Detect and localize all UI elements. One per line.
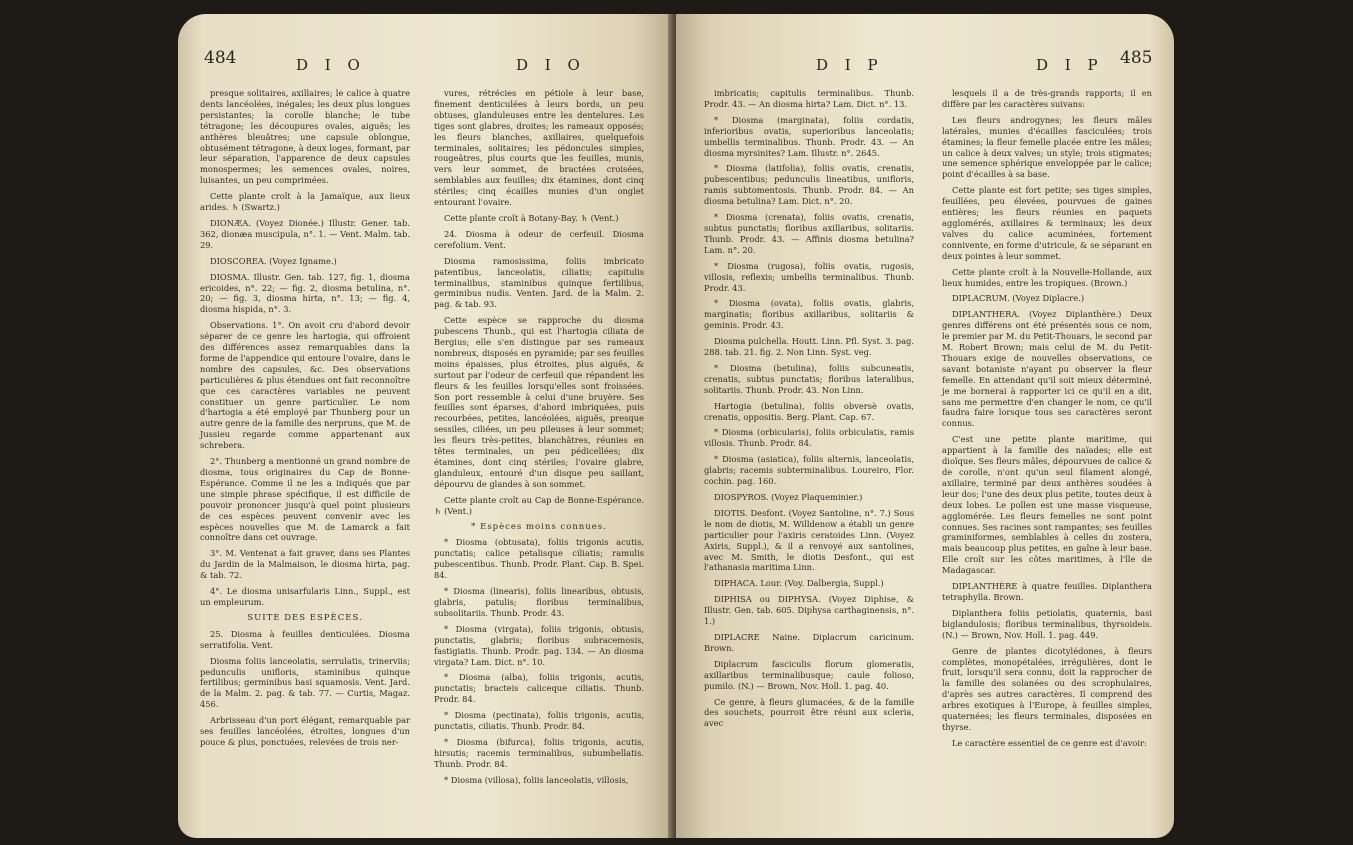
paragraph: Observations. 1°. On avoit cru d'abord devoir séparer de ce genre les hartogia, qui offroient des différences assez remarquables dans la forme de l'appendice qui entoure l'ovaire, dans le nombre des capsules, &c. Des observations particulières & plus étendues ont fait reconnoître que ces caractères variables ne peuvent constituer un genre particulier. Le nom d'hartogia a été employé par Thunberg pour un autre genre de la famille des nerpruns, que M. de Jussieu regarde comme appartenant aux schrebera. [200, 320, 410, 451]
page-number: 485 [1120, 48, 1153, 68]
paragraph: presque solitaires, axillaires; le calice à quatre dents lancéolées, inégales; les deux plus longues persistantes; la corolle blanche; le tube tétragone; les découpures ovales, aiguës; les anthères bleuâtres; une capsule oblongue, obtusément tétragone, à deux loges, formant, par leur séparation, l'apparence de deux capsules monospermes; les semences ovales, noires, luisantes, un peu comprimées. [200, 88, 410, 186]
paragraph: 24. Diosma à odeur de cerfeuil. Diosma cerefolium. Vent. [434, 228, 644, 250]
paragraph: DIPLANTHERA. (Voyez Diplanthère.) Deux genres différens ont été présentés sous ce nom, le premier par M. du Petit-Thouars, le second par M. Robert Brown; mais celui de M. du Petit-Thouars exige de nouvelles observations, ce savant botaniste n'ayant pu observer la fleur femelle. En attendant qu'il soit mieux déterminé, je me bornerai à rapporter ici ce qu'il en a dit, sans me permettre d'en changer le nom, ce qu'il faudra faire lorsque tous ses caractères seront connus. [942, 309, 1152, 429]
paragraph: Cette plante est fort petite; ses tiges simples, feuillées, peu élevées, pourvues de gaines entières; les fleurs réunies en paquets agglomérés, axillaires & terminaux; les deux valves du calice acuminées, fortement connivente, en forme d'utricule, & se séparant en deux pointes à leur sommet. [942, 185, 1152, 261]
text-column-1 [704, 88, 914, 734]
text-column-1 [200, 88, 410, 753]
paragraph: imbricatis; capitulis terminalibus. Thunb. Prodr. 43. — An diosma hirta? Lam. Dict. n°. 13. [704, 88, 914, 109]
paragraph: Diplanthera foliis petiolatis, quaternis, basi biglandulosis; floribus terminalibus, thyrsoideis. (N.) — Brown, Nov. Holl. 1. pag. 449. [942, 607, 1152, 640]
paragraph: DIPHACA. Lour. (Voy. Dalbergia, Suppl.) [714, 578, 884, 589]
paragraph: DIOSPYROS. (Voyez Plaqueminier.) [714, 492, 863, 502]
paragraph: DIPLACRUM. (Voyez Diplacre.) [952, 293, 1085, 304]
paragraph: DIONÆA. (Voyez Dionée.) Illustr. Gener. tab. 362, dionæa muscipula, n°. 1. — Vent. Malm. tab. 29. [200, 217, 410, 250]
paragraph: * Diosma (orbicularis), foliis orbiculatis, ramis villosis. Thunb. Prodr. 84. [704, 427, 914, 449]
paragraph: C'est une petite plante maritime, qui appartient à la famille des naïades; elle est dioïque. Ses fleurs mâles, dépourvues de calice & de corolle, n'ont qu'un seul filament alongé, axillaire, terminé par deux anthères soudées à leur dos; l'une des deux plus petite, toutes deux à deux lobes. Le pollen est une masse visqueuse, agglomérée. Les fleurs femelles ne sont point connues. Ses racines sont rampantes; ses feuilles graminiformes, semblables à celles du zostera, mais beaucoup plus petites, en gaîne à leur base. Elle croît sur les côtes maritimes, à l'île de Madagascar. [942, 434, 1152, 576]
text-column-2 [942, 88, 1152, 754]
paragraph: lesquels il a de très-grands rapports; il en diffère par les caractères suivans: [942, 88, 1152, 109]
paragraph: * Diosma (ovata), foliis ovatis, glabris, marginatis; floribus axillaribus, solitariis & geminis. Prodr. 43. [704, 298, 914, 331]
page-number: 484 [204, 48, 237, 68]
paragraph: Hartogia (betulina), foliis obversè ovatis, crenatis, oppositis. Berg. Plant. Cap. 67. [704, 400, 914, 422]
paragraph: * Diosma (crenata), foliis ovatis, crenatis, subtus punctatis; floribus axillaribus, solitariis. Thunb. Prodr. 43. — Affinis diosma betulina? Lam. n°. 20. [704, 212, 914, 255]
paragraph: DIPLANTHÈRE à quatre feuilles. Diplanthera tetraphylla. Brown. [942, 581, 1152, 602]
paragraph: Diosma ramosissima, foliis imbricato patentibus, lanceolatis, ciliatis; capitulis terminalibus, staminibus quinque fertilibus, germinibus nudis. Venten. Jard. de la Malm. 2. pag. & tab. 93. [434, 255, 644, 310]
paragraph: Cette espèce se rapproche du diosma pubescens Thunb., qui est l'hartogia ciliata de Bergius; elle s'en distingue par ses rameaux nombreux, disposés en pyramide; par ses feuilles moins épaisses, plus étroites, plus aiguës, & surtout par l'odeur de cerfeuil que répandent les fleurs & les feuilles lorsqu'elles sont froissées. Son port ressemble à celui d'une bruyère. Ses feuilles sont éparses, d'abord imbriquées, puis recourbées, petites, lancéolées, aiguës, presque sessiles, ciliées, un peu pileuses à leur sommet; les fleurs très-petites, blanchâtres, réunies en têtes terminales, un peu pédicellées; dix étamines, dont cinq stériles; l'ovaire glabre, glanduleux, entouré d'un disque peu saillant, dépourvu de glandes à son sommet. [434, 315, 644, 489]
paragraph: * Diosma (rugosa), foliis ovatis, rugosis, villosis, reflexis; umbellis terminalibus. Thunb. Prodr. 43. [704, 260, 914, 293]
paragraph: Diosma pulchella. Houtt. Linn. Pfl. Syst. 3. pag. 288. tab. 21. fig. 2. Non Linn. Syst. veg. [704, 336, 914, 358]
paragraph: DIPLACRE Naine. Diplacrum caricinum. Brown. [704, 631, 914, 653]
paragraph: 3°. M. Ventenat a fait graver, dans ses Plantes du Jardin de la Malmaison, le diosma hirta, pag. & tab. 72. [200, 548, 410, 581]
paragraph: * Espèces moins connues. [471, 521, 607, 532]
paragraph: Cette plante croît à Botany-Bay. ♄ (Vent.) [444, 212, 619, 223]
paragraph: Diosma foliis lanceolatis, serrulatis, trinerviis; pedunculis unifloris, staminibus quinque fertilibus; germinibus basi squamosis. Vent. Jard. de la Malm. 2. pag. & tab. 77. — Curtis, Magaz. 456. [200, 655, 410, 710]
paragraph: DIOSCOREA. (Voyez Igname.) [210, 255, 337, 266]
running-header-2: D I O [516, 56, 586, 74]
paragraph: * Diosma (obtusata), foliis trigonis acutis, punctatis; calice petalisque ciliatis; ramulis pubescentibus. Thunb. Prodr. Plant. Cap. B. Spei. 84. [434, 537, 644, 581]
paragraph: Cette plante croît à la Jamaïque, aux lieux arides. ♄ (Swartz.) [200, 191, 410, 213]
running-header: D I P [816, 56, 884, 74]
paragraph: * Diosma (alba), foliis trigonis, acutis, punctatis; bracteis caliceque ciliatis. Thunb. Prodr. 84. [434, 672, 644, 705]
paragraph: DIPHISA ou DIPHYSA. (Voyez Diphise, & Illustr. Gen. tab. 605. Diphysa carthaginensis, n°. 1.) [704, 594, 914, 627]
paragraph: DIOSMA. Illustr. Gen. tab. 127, fig. 1, diosma ericoides, n°. 22; — fig. 2, diosma betulina, n°. 20; — fig. 3, diosma hirta, n°. 13; — fig. 4, diosma hispida, n°. 3. [200, 271, 410, 315]
paragraph: Genre de plantes dicotylédones, à fleurs complètes, monopétalées, irrégulières, dont le fruit, lorsqu'il sera connu, doit la rapprocher de la famille des solanées ou des scrophulaires, d'après ses autres caractères. Il comprend des arbres exotiques à l'Europe, à feuilles simples, quaternées; les fleurs terminales, disposées en thyrse. [942, 645, 1152, 732]
paragraph: Cette plante croît à la Nouvelle-Hollande, aux lieux humides, entre les tropiques. (Brown.) [942, 266, 1152, 288]
paragraph: SUITE DES ESPÈCES. [247, 612, 363, 623]
paragraph: 2°. Thunberg a mentionné un grand nombre de diosma, tous originaires du Cap de Bonne-Espérance. Comme il ne les a indiqués que par une simple phrase spécifique, il est difficile de pouvoir prononcer jusqu'à quel point plusieurs de ces espèces peuvent convenir avec les espèces nouvelles que M. de Lamarck a fait connoître dans cet ouvrage. [200, 456, 410, 543]
paragraph: * Diosma (betulina), foliis subcuneatis, crenatis, subtus punctatis; floribus lateralibus, solitariis. Thunb. Prodr. 43. Non Linn. [704, 362, 914, 395]
paragraph: * Diosma (latifolia), foliis ovatis, crenatis, pubescentibus; pedunculis lineatibus, unifloris, ramis subtomentosis. Thunb. Prodr. 84. — An diosma betulina? Lam. Dict. n°. 20. [704, 163, 914, 207]
paragraph: Arbrisseau d'un port élégant, remarquable par ses feuilles lancéolées, étroites, longues d'un pouce & plus, ponctuées, relevées de trois ner- [200, 715, 410, 747]
paragraph: 25. Diosma à feuilles denticulées. Diosma serratifolia. Vent. [200, 628, 410, 650]
paragraph: Le caractère essentiel de ce genre est d'avoir: [952, 737, 1147, 748]
running-header: D I O [296, 56, 366, 74]
text-column-2 [434, 88, 644, 791]
paragraph: Les fleurs androgynes; les fleurs mâles latérales, munies d'écailles fasciculées; trois étamines; la fleur femelle placée entre les mâles; un calice à deux valves; un style; trois stigmates; une semence sphérique enveloppée par le calice; point d'écailles à sa base. [942, 114, 1152, 180]
right-page [676, 14, 1174, 838]
paragraph: 4°. Le diosma unisarfularis Linn., Suppl., est un empleurum. [200, 586, 410, 607]
paragraph: * Diosma (virgata), foliis trigonis, obtusis, punctatis, glabris; floribus subracemosis, fastigiatis. Thunb. Prodr. pag. 134. — An diosma virgata? Lam. Dict. n°. 10. [434, 623, 644, 667]
paragraph: * Diosma (marginata), foliis cordatis, inferioribus ovatis, superioribus lanceolatis; umbellis terminalibus. Thunb. Prodr. 43. — An diosma myrsinites? Lam. Illustr. n°. 2645. [704, 114, 914, 158]
paragraph: * Diosma (asiatica), foliis alternis, lanceolatis, glabris; racemis subterminalibus. Loureiro, Flor. cochin. pag. 160. [704, 454, 914, 487]
paragraph: DIOTIS. Desfont. (Voyez Santoline, n°. 7.) Sous le nom de diotis, M. Willdenow a établi un genre particulier pour l'axiris ceratoides Linn. (Voyez Axiris, Suppl.), & il a renvoyé aux santolines, avec M. Smith, le diotis Desfont., qui est l'athanasia maritima Linn. [704, 507, 914, 573]
paragraph: Cette plante croît au Cap de Bonne-Espérance. ♄ (Vent.) [434, 494, 644, 516]
paragraph: Diplacrum fasciculis florum glomeratis, axillaribus terminalibusque; caule folioso, pumilo. (N.) — Brown, Nov. Holl. 1. pag. 40. [704, 658, 914, 691]
paragraph: * Diosma (villosa), foliis lanceolatis, villosis, [444, 774, 629, 785]
left-page [178, 14, 674, 838]
paragraph: * Diosma (pectinata), foliis trigonis, acutis, punctatis, ciliatis. Thunb. Prodr. 84. [434, 710, 644, 732]
running-header-2: D I P [1036, 56, 1104, 74]
paragraph: vures, rétrécies en pétiole à leur base, finement denticulées à leurs bords, un peu obtuses, glanduleuses entre les dentelures. Les tiges sont glabres, droites; les rameaux opposés; les fleurs blanches, axillaires, quelquefois terminales, solitaires; les pédoncules simples, rougeâtres, plus courts que les feuilles, munis, vers leur sommet, de bractées croisées, semblables aux feuilles; dix étamines, dont cinq stériles; cinq écailles munies d'un onglet entourant l'ovaire. [434, 88, 644, 208]
paragraph: Ce genre, à fleurs glumacées, & de la famille des souchets, pourroit être réuni aux scleria, avec [704, 696, 914, 729]
paragraph: * Diosma (bifurca), foliis trigonis, acutis, hirsutis; racemis terminalibus, subumbellatis. Thunb. Prodr. 84. [434, 736, 644, 769]
paragraph: * Diosma (linearis), foliis linearibus, obtusis, glabris, patulis; floribus terminalibus, subsolitariis. Thunb. Prodr. 43. [434, 586, 644, 618]
